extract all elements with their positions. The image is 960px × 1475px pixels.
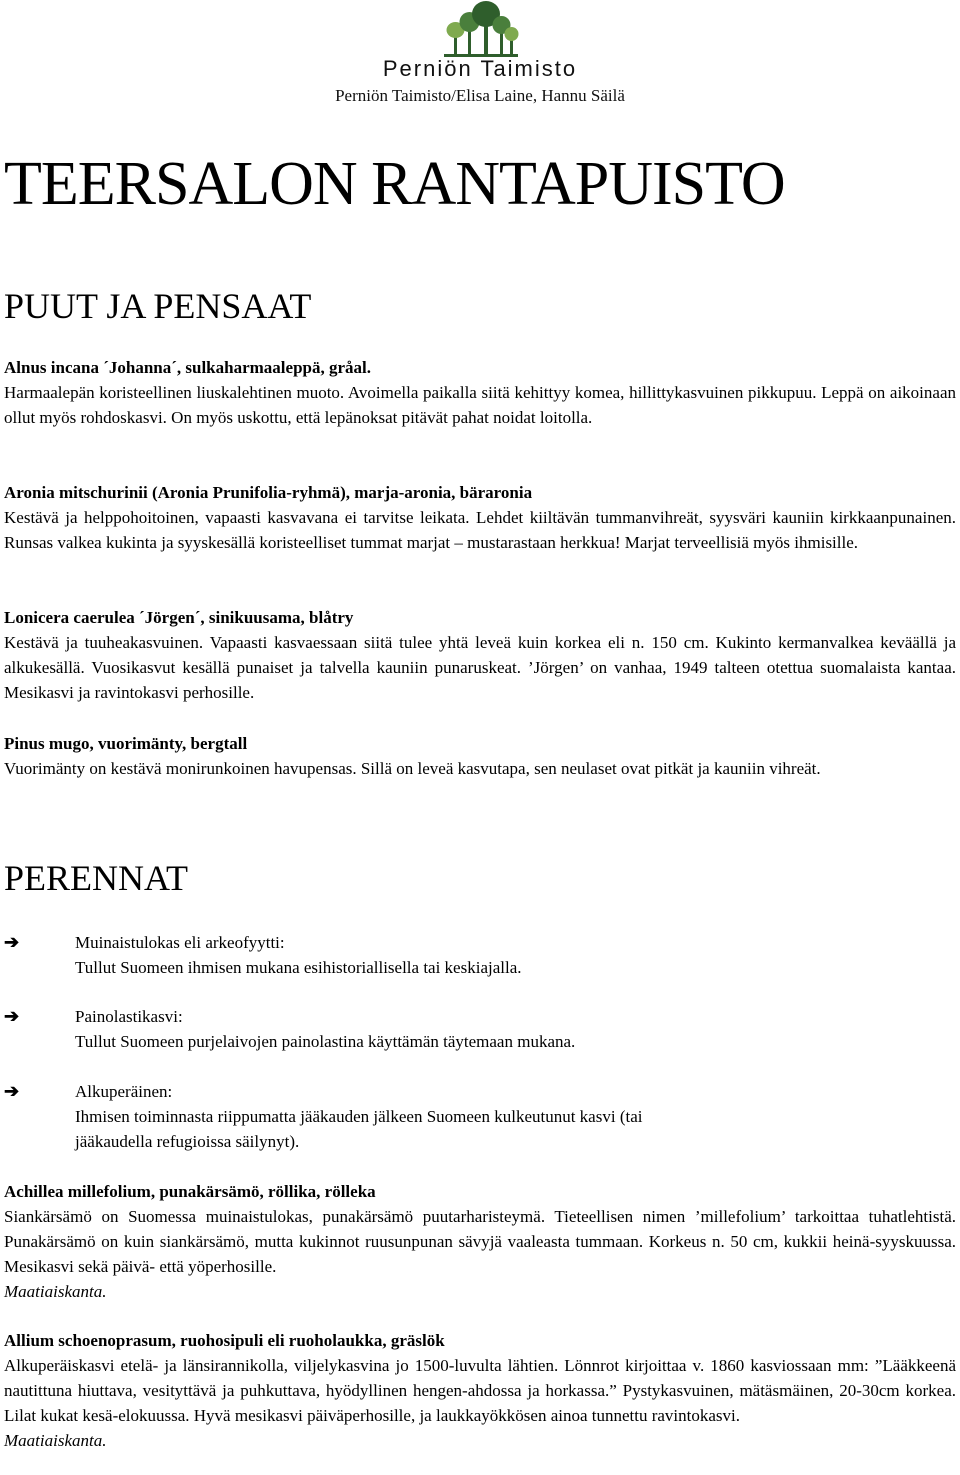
plant-name: Allium schoenoprasum, ruohosipuli eli ruoholaukka, gräslök (4, 1331, 445, 1350)
plant-description: Kestävä ja tuuheakasvuinen. Vapaasti kasvaessaan siitä tulee yhtä leveä kuin korkea eli n. 150 cm. Kukinto kermanvalkea keväällä ja alkukesällä. Vuosikasvut kesällä punaiset ja talvella kauniin punaruskeat. ’Jörgen’ on vanhaa, 1949 talteen otettua suomalaista kantaa. Mesikasvi ja ravintokasvi perhosille. (4, 633, 956, 702)
definition-archaeophyte (4, 930, 944, 980)
plant-description: Kestävä ja helppohoitoinen, vapaasti kasvavana ei tarvitse leikata. Lehdet kiiltävän tummanvihreät, syysväri kauniin kirkkaanpunainen. Runsas valkea kukinta ja syyskesällä koristeelliset tummat marjat – mustarastaan herkkua! Marjat terveellisiä myös ihmisille. (4, 508, 956, 552)
plant-description: Siankärsämö on Suomessa muinaistulokas, punakärsämö puutarharisteymä. Tieteellisen nimen ’millefolium’ tarkoittaa tuhatlehtistä. Punakärsämö on kuin siankärsämö, mutta kukinnot ruusunpunan sävyjä vaaleasta tummaan. Korkeus n. 50 cm, kukkii heinä-syyskuussa. Mesikasvi sekä päivä- että yöperhosille. (4, 1207, 956, 1276)
plant-name: Aronia mitschurinii (Aronia Prunifolia-ryhmä), marja-aronia, bäraronia (4, 483, 533, 502)
page-title: TEERSALON RANTAPUISTO (4, 150, 785, 218)
plant-name: Lonicera caerulea ´Jörgen´, sinikuusama, blåtry (4, 608, 354, 627)
arrow-right-icon: ➔ (4, 1006, 20, 1026)
definition-text: Tullut Suomeen ihmisen mukana esihistoriallisella tai keskiajalla. (75, 958, 522, 977)
definition-term: Painolastikasvi: (75, 1007, 183, 1026)
arrow-right-icon: ➔ (4, 932, 20, 952)
definition-term: Alkuperäinen: (75, 1082, 173, 1101)
arrow-right-icon: ➔ (4, 1081, 20, 1101)
plant-name: Achillea millefolium, punakärsämö, röllika, rölleka (4, 1182, 376, 1201)
definition-text: Tullut Suomeen purjelaivojen painolastina käyttämän täytemaan mukana. (75, 1032, 576, 1051)
plant-note: Maatiaiskanta. (4, 1431, 107, 1450)
definition-text: Ihmisen toiminnasta riippumatta jääkauden jälkeen Suomeen kulkeutunut kasvi (tai jääkaudella refugioissa säilynyt). (75, 1107, 643, 1151)
definition-ballast-plant (4, 1004, 944, 1054)
plant-entry-aronia (4, 480, 956, 555)
brand-name (0, 56, 960, 82)
plant-entry-pinus (4, 731, 956, 781)
tree-logo-icon (390, 0, 570, 60)
definition-native (4, 1079, 684, 1154)
definition-term: Muinaistulokas eli arkeofyytti: (75, 933, 285, 952)
plant-entry-allium (4, 1328, 956, 1453)
brand-second-word: Taimisto (480, 56, 578, 81)
plant-description: Harmaalepän koristeellinen liuskalehtinen muoto. Avoimella paikalla siitä kehittyy komea, hillittykasvuinen pikkupuu. Leppä on aikoinaan ollut myös rohdoskasvi. On myös uskottu, että lepänoksat pitävät pahat noidat loitolla. (4, 383, 956, 427)
plant-entry-alnus (4, 355, 956, 430)
plant-note: Maatiaiskanta. (4, 1282, 107, 1301)
plant-description: Vuorimänty on kestävä monirunkoinen havupensas. Sillä on leveä kasvutapa, sen neulaset ovat pitkät ja kauniin vihreät. (4, 759, 821, 778)
section-heading-trees: PUUT JA PENSAAT (4, 286, 312, 326)
plant-name: Alnus incana ´Johanna´, sulkaharmaaleppä, gråal. (4, 358, 371, 377)
plant-name: Pinus mugo, vuorimänty, bergtall (4, 734, 248, 753)
plant-entry-lonicera (4, 605, 956, 705)
logo-header (0, 0, 960, 106)
plant-entry-achillea (4, 1179, 956, 1304)
header-subtitle: Perniön Taimisto/Elisa Laine, Hannu Säilä (335, 86, 625, 105)
brand-first-word: Perniön (382, 56, 473, 81)
section-heading-perennials: PERENNAT (4, 858, 189, 898)
plant-description: Alkuperäiskasvi etelä- ja länsirannikolla, viljelykasvina jo 1500-luvulta lähtien. Lönnrot kirjoittaa v. 1860 kasviossaan mm: ”Lääkkeenä nautittuna hiuttava, vesityttävä ja puhkuttava, hyödyllinen hengen-ahdossa ja horkassa.” Pystykasvuinen, mätäsmäinen, 20-30cm korkea. Lilat kukat kesä-elokuussa. Hyvä mesikasvi päiväperhosille, ja laukkayökkösen ainoa tunnettu ravintokasvi. (4, 1356, 956, 1425)
